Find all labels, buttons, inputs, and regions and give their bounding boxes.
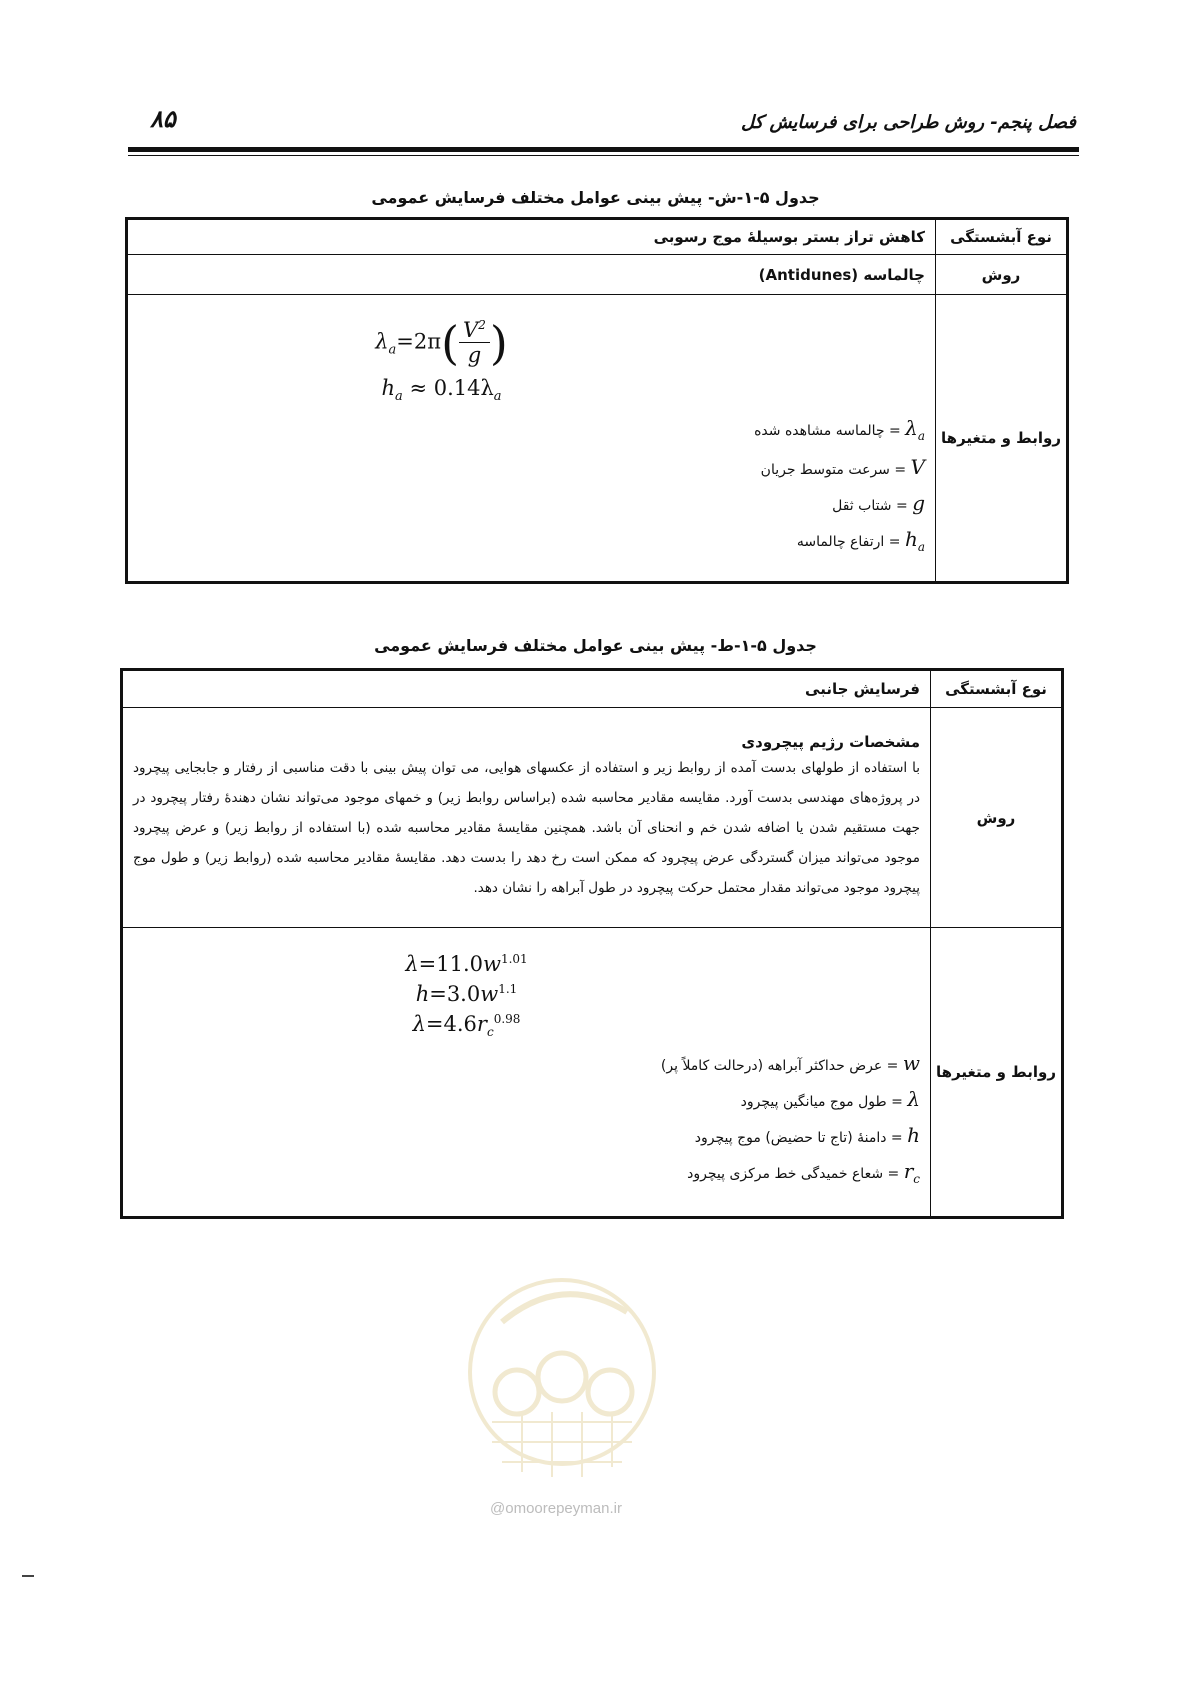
formula-eq: =3.0	[429, 981, 481, 1006]
var-description: = ارتفاع چالماسه	[796, 534, 901, 551]
variable-row	[133, 1159, 920, 1186]
table2-row-type	[122, 670, 1063, 708]
chapter-title: فصل پنجم- روش طراحی برای فرسایش کل	[741, 112, 1076, 133]
table1-value-method: چالماسه (Antidunes)	[127, 255, 936, 295]
variable-row	[133, 1051, 920, 1075]
formula1-lhs-sub: a	[388, 342, 397, 358]
var-description: = شتاب ثقل	[832, 498, 908, 515]
formula-var-sub: c	[486, 1025, 494, 1040]
header-rule	[128, 147, 1079, 152]
formula-eq: =4.6	[425, 1011, 477, 1036]
table1-row-type	[127, 219, 1068, 255]
var-symbol: g	[912, 491, 925, 516]
formula2-rhs: ≈ 0.14λ	[409, 375, 494, 400]
formula-var: w	[482, 951, 501, 976]
table1-key-type: نوع آبشستگی	[936, 219, 1068, 255]
variable-row	[138, 491, 925, 515]
formula2-lhs: h	[381, 375, 395, 400]
formula2-lhs-sub: a	[394, 389, 403, 405]
formula-exp: 1.1	[498, 981, 518, 996]
method-paragraph: با استفاده از طولهای بدست آمده از روابط زیر و استفاده از عکسهای هوایی، می توان پیش بینی با دقت مناسبی از رفتار و جابجایی پیچرود در پروژه‌های مهندسی بدست آورد. مقایسه مقادیر محاسبه شده (براساس روابط زیر) و خمهای موجود می‌تواند نشان دهندۀ رفتار پیچرود در جهت مستقیم شدن یا اضافه شدن خم و انحنای آن باشد. همچنین مقایسۀ مقادیر محاسبه شده (با استفاده از روابط زیر) و عرض پیچرود موجود می‌تواند میزان گستردگی عرض پیچرود که ممکن است رخ دهد را بدست دهد. مقایسۀ مقادیر محاسبه شده (روابط زیر) و طول موج پیچرود موجود می‌تواند مقدار محتمل حرکت پیچرود در طول آبراهه را نشان دهد.	[133, 759, 920, 896]
table1-row-relations	[127, 295, 1068, 583]
var-symbol: V	[910, 455, 925, 480]
formula-meander-wavelength	[133, 952, 920, 976]
table1-caption: جدول ۵-۱-ش- پیش بینی عوامل مختلف فرسایش عمومی	[371, 188, 820, 207]
left-paren-icon: (	[441, 315, 460, 370]
formula-lhs: h	[415, 981, 430, 1006]
formula-var: r	[476, 1011, 487, 1036]
var-symbol: λ	[905, 416, 918, 441]
formula-meander-radius	[133, 1012, 920, 1039]
table1-relations-cell	[127, 295, 936, 583]
variable-row	[133, 1087, 920, 1111]
table1	[125, 217, 1069, 584]
formula-exp: 1.01	[500, 951, 528, 966]
table2-row-method	[122, 708, 1063, 928]
var-description: = عرض حداکثر آبراهه (درحالت کاملاً پر)	[660, 1058, 899, 1075]
method-heading: مشخصات رژیم پیچرودی	[741, 732, 920, 751]
formula2-rhs-sub: a	[493, 389, 502, 405]
fraction	[459, 318, 490, 367]
var-sub: c	[913, 1172, 920, 1187]
margin-dash	[22, 1575, 34, 1577]
fraction-numerator: V	[463, 318, 479, 343]
table2-key-type: نوع آبشستگی	[931, 670, 1063, 708]
watermark-site: @omoorepeyman.ir	[490, 1500, 622, 1517]
formula-var: w	[480, 981, 499, 1006]
var-symbol: h	[907, 1123, 920, 1148]
table1-row-method	[127, 255, 1068, 295]
formula-lhs: λ	[412, 1011, 426, 1036]
formula-meander-amplitude	[133, 982, 920, 1006]
page-number: ۸۵	[150, 104, 176, 133]
var-sub: a	[917, 540, 925, 555]
var-sub: a	[917, 429, 925, 444]
table2-method-cell	[122, 708, 931, 928]
formula1-eq: =2π	[396, 329, 442, 354]
var-symbol: λ	[907, 1087, 920, 1112]
table2-row-relations	[122, 928, 1063, 1218]
table2-key-method: روش	[931, 708, 1063, 928]
formula-eq: =11.0	[418, 951, 483, 976]
formula1-lhs: λ	[375, 329, 389, 354]
var-symbol: h	[904, 527, 918, 552]
var-symbol: r	[903, 1159, 914, 1184]
var-description: = دامنۀ (تاج تا حضیض) موج پیچرود	[694, 1130, 903, 1147]
formula-wavelength	[138, 316, 925, 370]
var-symbol: w	[902, 1051, 920, 1076]
var-description: = سرعت متوسط جریان	[760, 462, 907, 479]
header-rule-thin	[128, 155, 1079, 156]
formula-height	[138, 376, 925, 404]
right-paren-icon: )	[489, 315, 508, 370]
table2-key-relations: روابط و متغیرها	[931, 928, 1063, 1218]
variable-row	[138, 416, 925, 443]
table1-key-relations: روابط و متغیرها	[936, 295, 1068, 583]
formula-lhs: λ	[405, 951, 419, 976]
var-description: = طول موج میانگین پیچرود	[740, 1094, 903, 1111]
table2-caption: جدول ۵-۱-ط- پیش بینی عوامل مختلف فرسایش عمومی	[374, 636, 817, 655]
watermark-logo-icon	[462, 1252, 662, 1502]
table1-key-method: روش	[936, 255, 1068, 295]
fraction-denominator: g	[467, 343, 482, 368]
variable-row	[138, 455, 925, 479]
table2-relations-cell	[122, 928, 931, 1218]
numerator-sup: 2	[478, 318, 486, 333]
table2-value-type: فرسایش جانبی	[122, 670, 931, 708]
variable-row	[133, 1123, 920, 1147]
table2	[120, 668, 1064, 1219]
formula-exp: 0.98	[493, 1011, 521, 1026]
variable-row	[138, 527, 925, 554]
var-description: = چالماسه مشاهده شده	[754, 423, 901, 440]
table1-value-type: کاهش تراز بستر بوسیلۀ موج رسوبی	[127, 219, 936, 255]
var-description: = شعاع خمیدگی خط مرکزی پیچرود	[687, 1166, 900, 1183]
